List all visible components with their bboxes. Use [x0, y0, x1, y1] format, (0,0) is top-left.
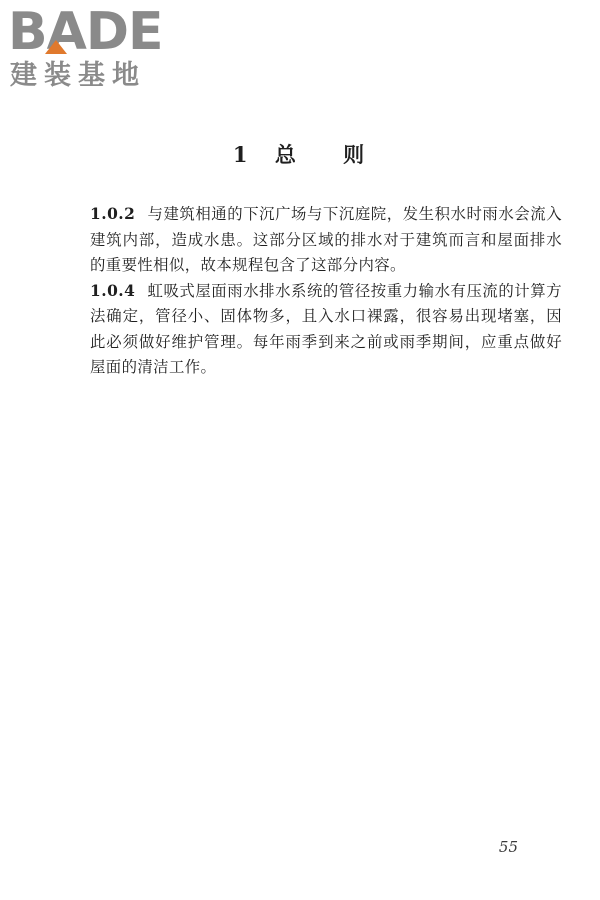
clause-1-0-4	[90, 279, 562, 381]
clause-number: 1.0.4	[90, 281, 136, 300]
clause-text: 虹吸式屋面雨水排水系统的管径按重力输水有压流的计算方法确定，管径小、固体物多，且入水口裸露，很容易出现堵塞，因此必须做好维护管理。每年雨季到来之前或雨季期间，应重点做好屋面的清洁工作。	[90, 281, 562, 376]
logo-accent-triangle-icon	[45, 40, 67, 54]
chapter-title-char-2: 则	[343, 142, 368, 167]
chapter-title	[0, 140, 600, 170]
document-body	[90, 202, 562, 381]
logo-subtitle: 建装基地	[10, 60, 146, 91]
bade-logo	[8, 4, 178, 96]
logo-wordmark: BADE	[8, 2, 163, 62]
clause-1-0-2	[90, 202, 562, 279]
page-number: 55	[498, 838, 518, 856]
chapter-number: 1	[232, 142, 251, 167]
clause-number: 1.0.2	[90, 205, 136, 223]
chapter-title-char-1: 总	[274, 142, 299, 167]
clause-text: 与建筑相通的下沉广场与下沉庭院，发生积水时雨水会流入建筑内部，造成水患。这部分区域的排水对于建筑而言和屋面排水的重要性相似，故本规程包含了这部分内容。	[90, 205, 562, 274]
